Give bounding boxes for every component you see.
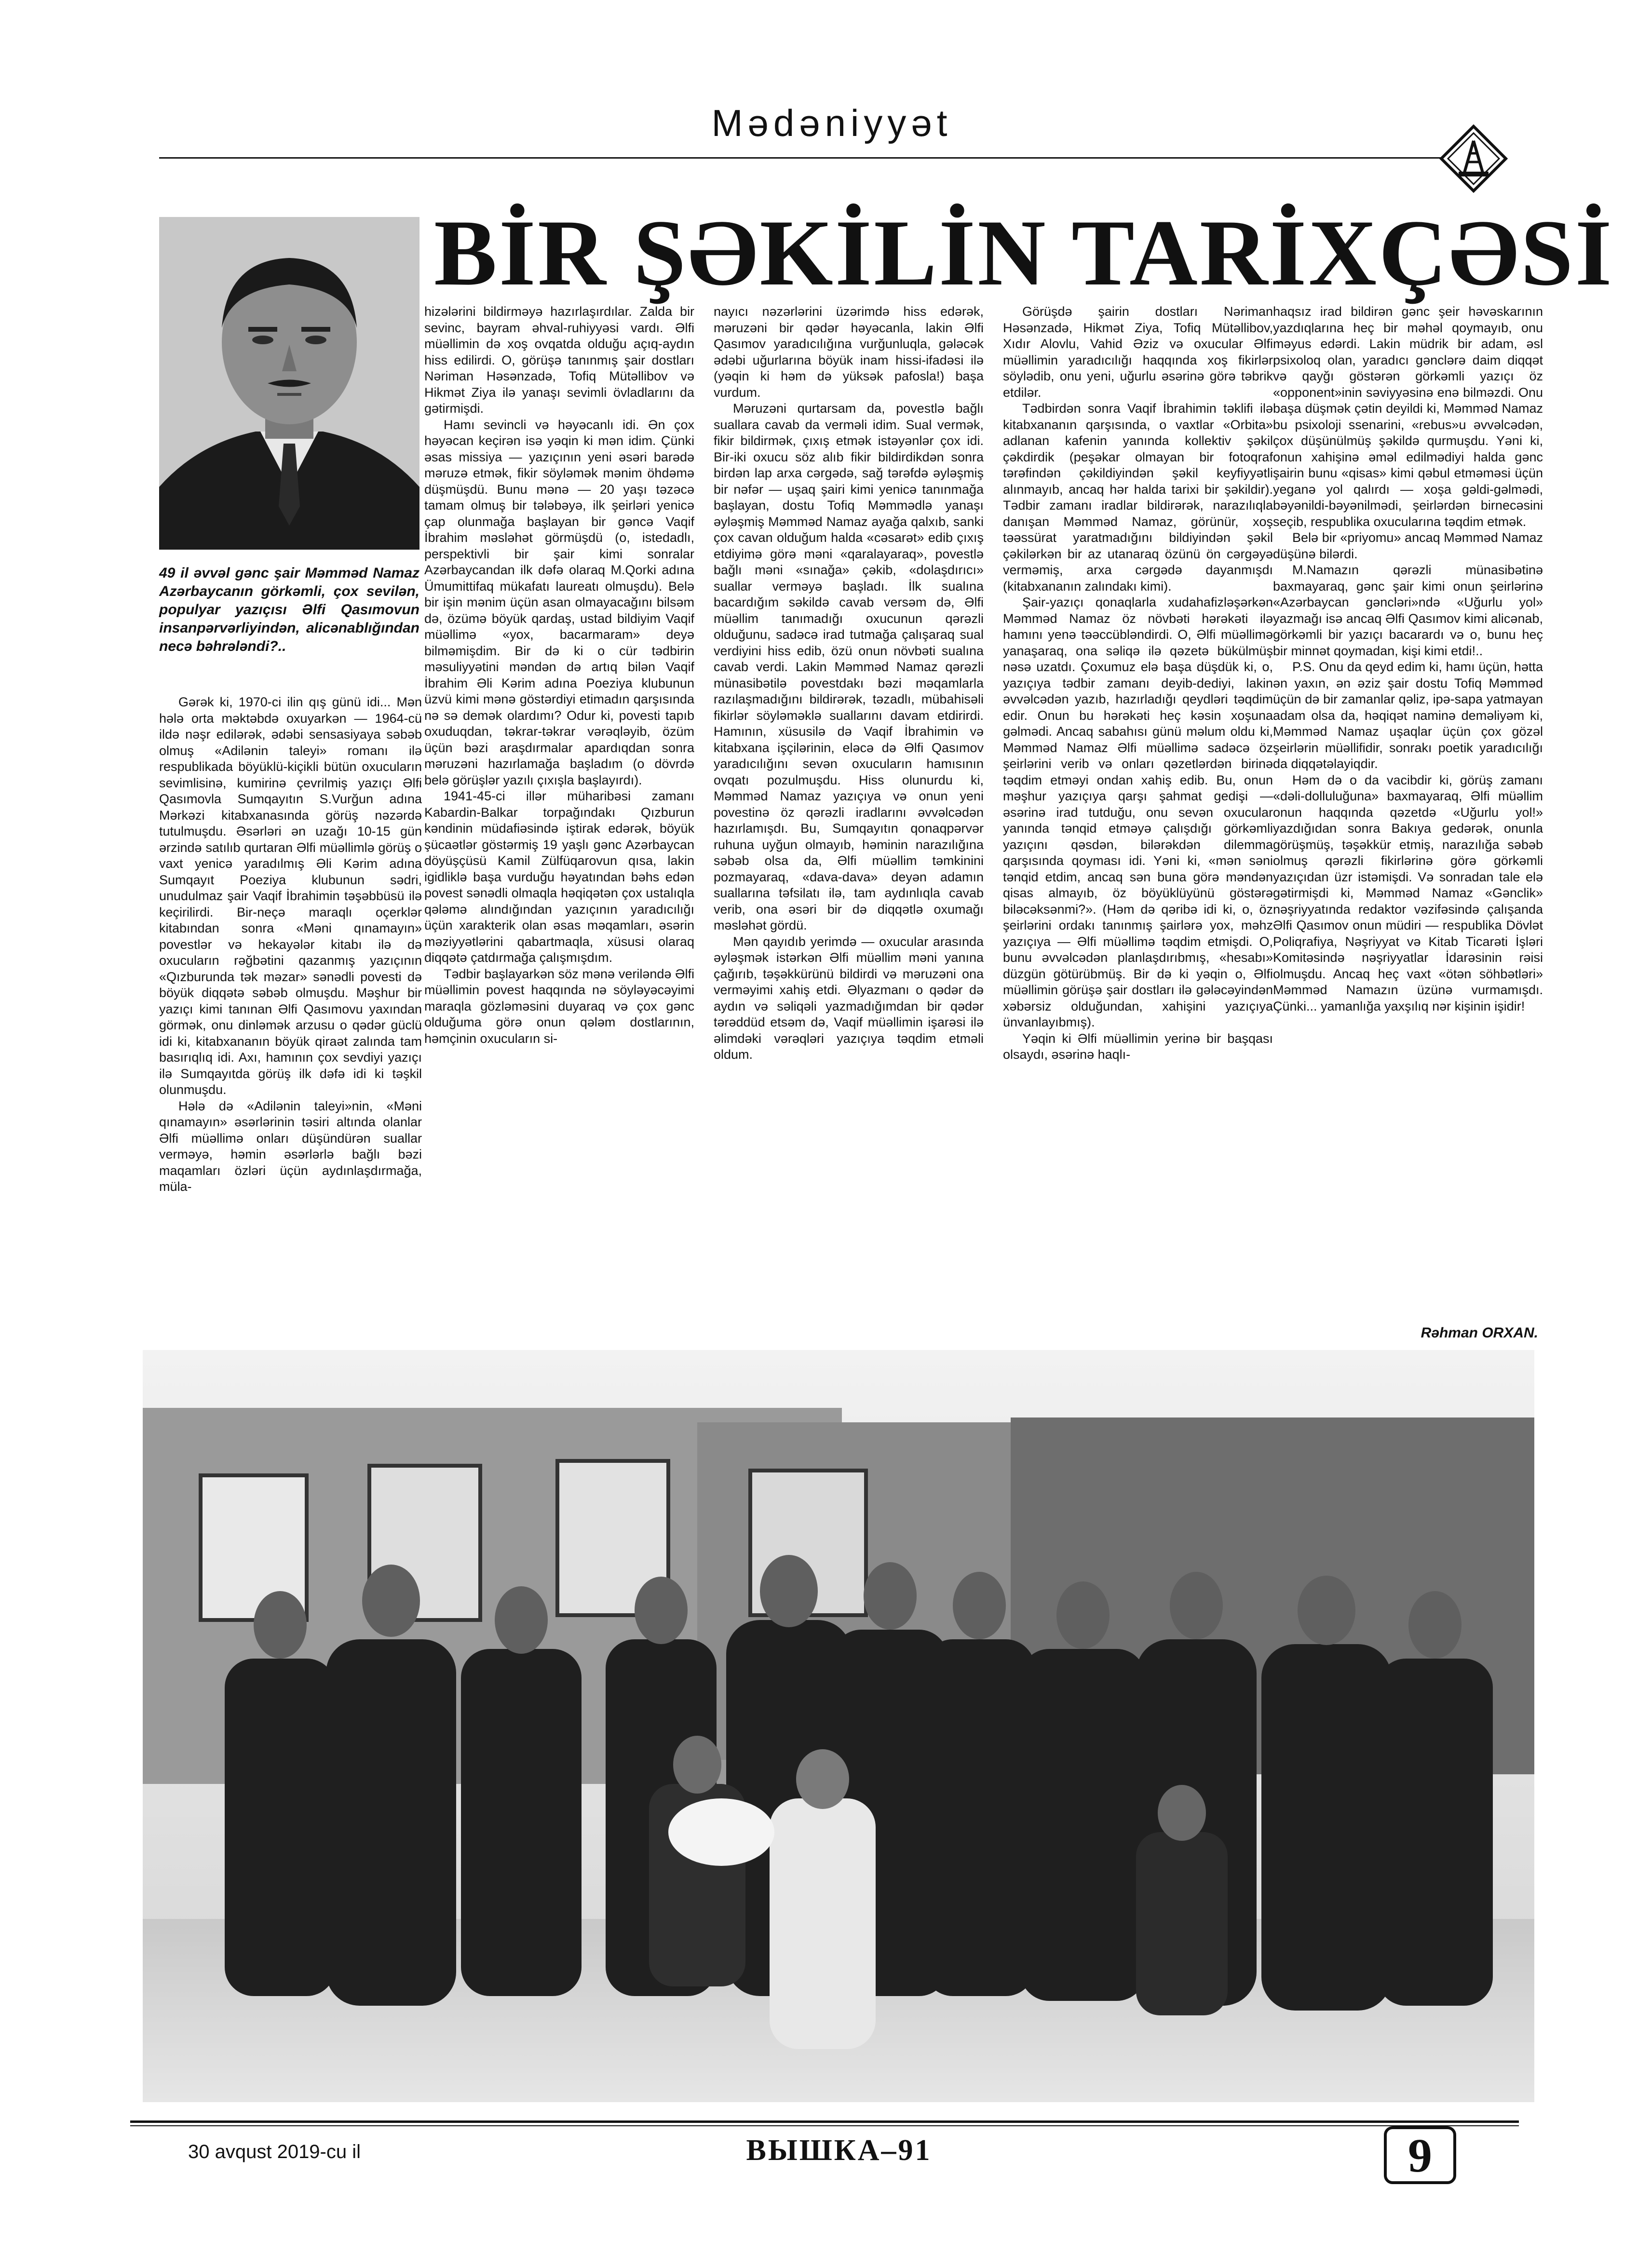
article-column-3 [714,304,984,1321]
article-paragraph: Həm də o da vacibdir ki, görüş zamanı «dəli-dolluluğuna» baxmayaraq, Əlfi müəllim onun haqqında qəzetdə «Uğurlu yol!» yazdığıdan sonra Bakıya gedərək, onunla görüşmüş, təşəkkür etmiş, narazılığa səbəb olmuş qərəzli fikirlərinə görə görkəmli yazıçıdan üzr istəmişdi. Və sonradan tale elə gətirmişdi ki, Məmməd Namaz «Gənclik» nəşriyyatında redaktor vəzifəsində çalışanda Əlfi Qasımov onun müdiri — respublika Dövlət Poliqrafiya, Nəşriyyat və Kitab Ticarəti İşləri Komitəsində nəşriyyatlar İdarəsinin rəisi olmuşdu. Ancaq heç vaxt «ötən söhbətləri» Məmməd Namazın üzünə vurmamışdı. Çünki... yamanlığa yaxşılıq nər kişinin işidir! [1273,772,1543,1013]
article-paragraph: P.S. Onu da qeyd edim ki, hamı üçün, hətta ən yaxın, ən əziz şair dostu Tofiq Məmməd üçün də bir zamanlar qəliz, ipə-sapa yatmayan adam olsa da, həqiqət naminə deməliyəm ki, Məmməd Namaz uşaqlar üçün çox gözəl şeirlərin müəllifidir, sonrakı poetik yaradıcılığı da diqqətəlayiqdir. [1273,660,1543,771]
newspaper-name: ВЫШКА–91 [746,2134,932,2167]
group-photo [143,1350,1534,2102]
portrait-caption: 49 il əvvəl gənc şair Məmməd Namaz Azərbaycanın görkəmli, çox sevilən, populyar yazıçısı Əlfi Qasımovun insanpərvərliyindən, alicənablığından necə bəhrələndi?.. [159,565,420,654]
article-paragraph: Hamı sevincli və həyəcanlı idi. Ən çox həyəcan keçirən isə yəqin ki mən idim. Çünki əsas missiya — yazıçının yeni əsəri barədə məruzə etmək, fikir söyləmək mənim öhdəmə düşmüşdü. Bunu mənə — 20 yaşı təzəcə tamam olmuş bir tələbəyə, ilk şeirləri yenicə çap olunmağa başlayan bir gəncə Vaqif İbrahim məsləhət görmüşdü (o, istedadlı, perspektivli bir şair kimi sonralar Azərbaycandan ilk dəfə olaraq M.Qorki adına Ümumittifaq mükafatı laureatı olmuşdu). Belə bir işin mənim üçün asan olmayacağını bilsəm də, özümə böyük qardaş, ustad bildiyim Vaqif müəllimə «yox, bacarmaram» deyə bilməmişdim. Bir də ki o cür tədbirin məsuliyyətini məndən də artıq bilən Vaqif İbrahim Əli Kərim adına Poeziya klubunun üzvü kimi mənə göstərdiyi etimadın qarşısında nə sə demək olardımı? Odur ki, povesti tapıb oxuduqdan, təkrar-təkrar vərəqləyib, özüm üçün bəzi araşdırmalar apardıqdan sonra məruzəni hazırlamağa başladım (o dövrdə belə görüşlər yazılı çıxışla başlayırdı). [424,417,694,787]
footer-rule [130,2125,1519,2126]
article-paragraph: haqsız irad bildirən gənc şeir həvəskarının yazdıqlarına heç bir məhəl qoymayıb, onu məyus edərdi. Lakin müdrik bir adam, əsl psixoloq olan, yaradıcı gənclərə daim diqqət və qayğı göstərən görkəmli yazıçı öz «opponent»inin səviyyəsinə enə bilməzdi. Onu başa düşmək çətin deyildi ki, Məmməd Namaz bu psixoloji ssenarini, «rebus»u əvvəlcədən, çox düşünülmüş şəkildə qurmuşdu. Yəni ki, onun xahişinə əməl edilmədiyi halda gənc şairin bunu «qisas» kimi qəbul etməməsi üçün yeganə yol qalırdı — xoşa gəldi-gəlmədi, bəyənildi-bəyənilmədi, şeirlərdən birnecəsini seçib, respublika oxucularına təqdim etmək. [1273,304,1543,529]
section-title: Mədəniyyət [711,102,952,144]
article-headline: BİR ŞƏKİLİN TARİXÇƏSİ [434,201,1614,305]
article-column-4 [1003,304,1273,1321]
article-paragraph: nayıcı nəzərlərini üzərimdə hiss edərək, məruzəni bir qədər həyəcanla, lakin Əlfi Qasımov yaradıcılığına vurğunluqla, gələcək ədəbi uğurlarına böyük inam hissi-ifadəsi ilə (yəqin ki həm də yüksək pafosla!) başa vurdum. [714,304,984,400]
article-paragraph: Tədbirdən sonra Vaqif İbrahimin təklifi ilə kitabxananın qarşısında, o vaxtlar «Orbita» adlanan kafenin yanında kollektiv şəkil çəkdirdik (peşəkar olmayan bir fotoqraf tərəfindən çəkildiyindən şəkil keyfiyyətli alınmayıb, ancaq hər halda tarixi bir şəkildir). Tədbir zamanı iradlar bildirərək, narazılıqla danışan Məmməd Namaz, görünür, xoş təəssürat yaratmadığını bildiyindən şəkil çəkilərkən bir az utanaraq özünü ön cərgəyə verməmiş, arxa cərgədə dayanmışdı (kitabxananın zalındakı kimi). [1003,401,1273,594]
header-rule [159,157,1442,159]
article-paragraph: hizələrini bildirməyə hazırlaşırdılar. Zalda bir sevinc, bayram əhval-ruhiyyəsi vardı. Əlfi müəllimin də xoş ovqatda olduğu açıq-aydın hiss edilirdi. O, görüşə tanınmış şair dostları Nəriman Həsənzadə, Tofiq Mütəllibov və Hikmət Ziya ilə yanaşı sevimli övladlarını da gətirmişdi. [424,304,694,416]
article-paragraph: Yəqin ki Əlfi müəllimin yerinə bir başqası olsaydı, əsərinə haqlı- [1003,1031,1273,1062]
article-paragraph: Tədbir başlayarkən söz mənə veriləndə Əlfi müəllimin povest haqqında nə söyləyəcəyimi maraqla gözləməsini duyaraq və çox gənc olduğuma görə onun qələm dostlarının, həmçinin oxucuların si- [424,966,694,1046]
article-paragraph: Məruzəni qurtarsam da, povestlə bağlı suallara cavab da verməli idim. Sual vermək, fikir bildirmək, çıxış etmək istəyənlər çox idi. Bir-iki oxucu söz alıb fikir bildirdikdən sonra birdən lap arxa cərgədə, sağ tərəfdə əyləşmiş bir nəfər — uşaq şairi kimi yenicə tanınmağa başlayan, dostu Tofiq Məmmədlə yanaşı əyləşmiş Məmməd Namaz ayağa qalxıb, sanki çox cavan olduğum halda «cəsarət» edib çıxış etdiyimə görə məni «qaralayaraq», povestlə bağlı məni «sınağa» çəkib, «dolaşdırıcı» suallar verməyə başladı. İlk sualına bacardığım səkildə cavab versəm də, Əlfi müəllim tanımadığı oxucunun qərəzli olduğunu, sadəcə irad tutmağa çalışaraq sual verdiyini hiss edib, özü onun növbəti sualına cavab verdi. Lakin Məmməd Namaz qərəzli münasibətilə povestdakı bəzi məqamlarla razılaşmadığını bildirərək, təzadlı, mübahisəli fikirlər söyləməklə suallarını davam etdirirdi. Hamının, xüsusilə də Vaqif İbrahimin və kitabxana işçilərinin, eləcə də Əlfi Qasımov yaradıcılığını sevən oxucuların hamısının ovqatı pozulmuşdu. Hiss olunurdu ki, Məmməd Namaz yazıçıya və onun yeni povestinə öz qərəzli iradlarını əvvəlcədən hazırlamışdı. Bu, Sumqayıtın qonaqpərvər ruhuna uyğun olmayıb, həminin narazılığına səbəb olsa da, Əlfi müəllim təmkinini pozmayaraq, «dava-dava» deyən adamın suallarına təfsilatı ilə, tam aydınlıqla cavab verib, ona əsəri bir də diqqətlə oxumağı məsləhət gördü. [714,401,984,932]
page-number: 9 [1384,2126,1456,2184]
article-paragraph: Mən qayıdıb yerimdə — oxucular arasında əyləşmək istərkən Əlfi müəllim məni yanına çağırıb, təşəkkürünü bildirdi və məruzəni ona verməyimi xahiş etdi. Əlyazmanı o qədər də aydın və səliqəli yazmadığımdan bir qədər tərəddüd etsəm də, Vaqif müəllimin işarəsi ilə əlimdəki vərəqləri yazıçıya təqdim etməli oldum. [714,934,984,1062]
article-paragraph: Gərək ki, 1970-ci ilin qış günü idi... Mən hələ orta məktəbdə oxuyarkən — 1964-cü ildə nəşr edilərək, ədəbi sensasiyaya səbəb olmuş «Adilənin taleyi» romanı ilə respublikada böyüklü-kiçikli bütün oxucuların sevimlisinə, kumirinə çevrilmiş yazıçı Əlfi Qasımovla Sumqayıtın S.Vurğun adına Mərkəzi kitabxanasında görüş nəzərdə tutulmuşdu. Əsərləri ən uzağı 10-15 gün ərzində satılıb qurtaran Əlfi müəllimlə görüş o vaxt yenicə yaradılmış Əli Kərim adına Sumqayıt Poeziya klubunun sədri, unudulmaz şair Vaqif İbrahimin təşəbbüsü ilə keçirilirdi. Bir-neçə maraqlı oçerklər kitabından sonra «Məni qınamayın» povestlər və hekayələr kitabı ilə də oxucuların rəğbətini qazanmış yazıçının «Qızburunda tək məzar» sənədli povesti də böyük diqqətə səbəb olmuşdu. Məşhur bir yazıçı kimi tanınan Əlfi Qasımovu yaxından görmək, onu dinləmək arzusu o qədər güclü idi ki, kitabxananın böyük qiraət zalında tam basırıqlıq idi. Axı, hamının çox sevdiyi yazıçı ilə Sumqayıtda görüş ilk dəfə idi ki təşkil olunmuşdu. [159,695,422,1097]
oil-rig-logo-icon [1439,124,1508,193]
portrait-photo [159,217,420,550]
footer-rule [130,2120,1519,2123]
article-column-5 [1273,304,1543,1321]
article-paragraph: Şair-yazıçı qonaqlarla xudahafizləşərkən Məmməd Namaz öz növbəti hərəkəti ilə hamını yenə təəccübləndirdi. O, Əlfi müəllimə yanaşaraq, ona səliqə ilə qəzetə bükülmüş nəsə uzatdı. Çoxumuz elə başa düşdük ki, o, yazıçıya tədbir zamanı deyib-dediyi, lakin əvvəlcədən yazıb, hazırladığı qeydləri təqdim edir. Onun bu hərəkəti heç kəsin xoşuna gəlmədi. Ancaq sabahısı günü məlum oldu ki, Məmməd Namaz Əlfi müəllimə sadəcə öz şeirlərini verib və onları qəzetlərdən birinə təqdim etməyi ondan xahiş edib. Bu, onun məşhur yazıçıya qarşı şahmat gedişi — əsərinə irad tutduğu, onu sevən oxucular yanında tənqid etməyə çalışdığı görkəmli yazıçını qəsdən, bilərəkdən dilemma qarşısında qoyması idi. Yəni ki, «mən səni tənqid etdim, ancaq sən buna görə məndən qisas almayıb, öz böyüklüyünü göstərə biləcəksənmi?». (Həm də qəribə idi ki, o, öz şeirlərini ordakı tanınmış şairlərə yox, məhz yazıçıya — Əlfi müəllimə təqdim etmişdi. O, bunu əvvəlcədən planlaşdırıbmış, «hesabı» düzgün götürübmüş. Bir də ki yəqin o, Əlfi müəllimin görüşə şair dostları ilə gələcəyindən xəbərsiz olduğundan, xahişini yazıçıya ünvanlayıbmış). [1003,595,1273,1029]
article-paragraph: Belə bir «priyomu» ancaq Məmməd Namaz düşünə bilərdi. [1273,530,1543,561]
article-column-1 [159,694,422,1321]
article-paragraph: M.Namazın qərəzli münasibətinə baxmayaraq, gənc şair kimi onun şeirlərinə «Azərbaycan gəncləri»ndə «Uğurlu yol» yazmağı isə ancaq Əlfi Qasımov kimi alicənab, görkəmli bir yazıçı bacarardı və o, bunu heç bir minnət qoymadan, kişi kimi etdi!.. [1273,563,1543,658]
issue-date: 30 avqust 2019-cu il [188,2141,361,2162]
article-paragraph: Görüşdə şairin dostları Nəriman Həsənzadə, Hikmət Ziya, Tofiq Mütəllibov, Xıdır Alovlu, Vahid Əziz və oxucular Əlfi müəllimin yaradıcılığı haqqında xoş fikirlər söylədib, onu yeni, uğurlu əsərinə görə təbrik etdilər. [1003,304,1273,400]
article-author: Rəhman ORXAN. [1421,1325,1538,1341]
article-paragraph: 1941-45-ci illər müharibəsi zamanı Kabardin-Balkar torpağındakı Qızburun kəndinin müdafiəsində iştirak edərək, böyük şücaətlər göstərmiş 19 yaşlı gənc Azərbaycan döyüşçüsü Kamil Zülfüqarovun qısa, lakin igidliklə başa vurduğu həyatından bəhs edən povest sənədli olmaqla həqiqətən çox ustalıqla qələmə alındığından yazıçının yaradıcılığı üçün xarakterik olan əsas məqamları, əsərin məziyyətlərini qabartmaqla, xüsusi olaraq diqqətə çatdırmağa çalışmışdım. [424,789,694,965]
article-column-2 [424,304,694,1321]
article-paragraph: Hələ də «Adilənin taleyi»nin, «Məni qınamayın» əsərlərinin təsiri altında olanlar Əlfi müəllimə onları düşündürən suallar verməyə, həmin əsərlərlə bağlı bəzi maqamları özləri üçün aydınlaşdırmağa, müla- [159,1098,422,1194]
